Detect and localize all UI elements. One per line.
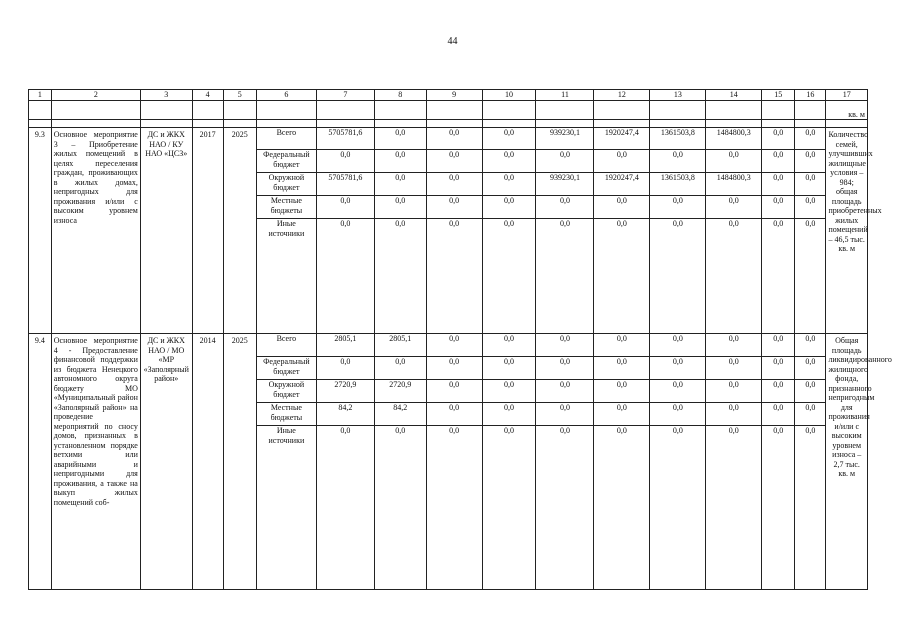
column-header: 4	[192, 90, 223, 101]
value-cell: 0,0	[374, 128, 426, 150]
value-cell: 0,0	[706, 403, 762, 426]
column-header: 7	[316, 90, 374, 101]
value-cell: 0,0	[374, 173, 426, 196]
value-cell: 0,0	[536, 334, 594, 357]
value-cell: 1361503,8	[650, 173, 706, 196]
value-cell: 0,0	[426, 403, 482, 426]
value-cell: 0,0	[426, 128, 482, 150]
value-cell: 0,0	[762, 426, 795, 590]
value-cell: 0,0	[536, 150, 594, 173]
value-cell: 0,0	[762, 173, 795, 196]
value-cell: 0,0	[482, 334, 536, 357]
value-cell: 0,0	[374, 357, 426, 380]
column-header: 15	[762, 90, 795, 101]
value-cell: 0,0	[795, 173, 826, 196]
value-cell: 2720,9	[374, 380, 426, 403]
value-cell: 0,0	[316, 150, 374, 173]
funding-source: Федеральный бюджет	[256, 150, 316, 173]
value-cell: 0,0	[706, 357, 762, 380]
value-cell: 0,0	[594, 403, 650, 426]
value-cell: 0,0	[374, 219, 426, 334]
spacer-cell	[594, 120, 650, 128]
page-number: 44	[447, 36, 458, 47]
empty-cell	[650, 101, 706, 120]
spacer-cell	[140, 120, 192, 128]
value-cell: 0,0	[762, 334, 795, 357]
value-cell: 0,0	[594, 357, 650, 380]
value-cell: 0,0	[762, 380, 795, 403]
value-cell: 0,0	[482, 196, 536, 219]
value-cell: 0,0	[706, 334, 762, 357]
value-cell: 0,0	[426, 173, 482, 196]
empty-cell	[51, 101, 140, 120]
value-cell: 0,0	[650, 426, 706, 590]
value-cell: 0,0	[650, 150, 706, 173]
value-cell: 0,0	[706, 196, 762, 219]
empty-cell	[594, 101, 650, 120]
spacer-cell	[256, 120, 316, 128]
value-cell: 0,0	[762, 219, 795, 334]
value-cell: 0,0	[650, 219, 706, 334]
value-cell: 0,0	[482, 357, 536, 380]
spacer-cell	[223, 120, 256, 128]
carry-over-note: кв. м	[826, 101, 868, 120]
empty-cell	[140, 101, 192, 120]
value-cell: 5705781,6	[316, 173, 374, 196]
value-cell: 0,0	[482, 173, 536, 196]
activity-description: Основное мероприятие 4 - Предоставление финансовой поддержки из бюджета Ненецкого автономного округа бюджету МО «Муниципальный район «Заполярный район» на проведение мероприятий по сносу домов, признанных в установленном порядке ветхими или аварийными и непригодными для проживания, а также на выкуп жилых помещений соб-	[51, 334, 140, 590]
value-cell: 84,2	[374, 403, 426, 426]
value-cell: 0,0	[536, 196, 594, 219]
empty-cell	[223, 101, 256, 120]
value-cell: 0,0	[374, 196, 426, 219]
spacer-cell	[795, 120, 826, 128]
value-cell: 0,0	[650, 403, 706, 426]
executor: ДС и ЖКХ НАО / КУ НАО «ЦСЗ»	[140, 128, 192, 334]
value-cell: 0,0	[650, 334, 706, 357]
value-cell: 2805,1	[374, 334, 426, 357]
value-cell: 0,0	[795, 219, 826, 334]
value-cell: 0,0	[482, 426, 536, 590]
empty-cell	[706, 101, 762, 120]
spacer-cell	[762, 120, 795, 128]
budget-row	[29, 128, 868, 150]
value-cell: 2720,9	[316, 380, 374, 403]
value-cell: 0,0	[594, 196, 650, 219]
column-header: 16	[795, 90, 826, 101]
value-cell: 0,0	[795, 380, 826, 403]
value-cell: 0,0	[650, 196, 706, 219]
value-cell: 0,0	[482, 380, 536, 403]
value-cell: 0,0	[426, 150, 482, 173]
value-cell: 0,0	[795, 196, 826, 219]
value-cell: 0,0	[482, 150, 536, 173]
empty-cell	[374, 101, 426, 120]
value-cell: 0,0	[374, 150, 426, 173]
funding-source: Местные бюджеты	[256, 196, 316, 219]
value-cell: 0,0	[536, 426, 594, 590]
value-cell: 0,0	[795, 334, 826, 357]
column-header: 13	[650, 90, 706, 101]
spacer-cell	[482, 120, 536, 128]
empty-cell	[795, 101, 826, 120]
value-cell: 1920247,4	[594, 173, 650, 196]
row-number: 9.3	[29, 128, 52, 334]
value-cell: 0,0	[762, 128, 795, 150]
column-header: 2	[51, 90, 140, 101]
year-end: 2025	[223, 128, 256, 334]
funding-source: Всего	[256, 128, 316, 150]
value-cell: 84,2	[316, 403, 374, 426]
year-start: 2014	[192, 334, 223, 590]
empty-cell	[482, 101, 536, 120]
value-cell: 0,0	[795, 403, 826, 426]
value-cell: 0,0	[650, 380, 706, 403]
value-cell: 0,0	[316, 196, 374, 219]
value-cell: 0,0	[426, 219, 482, 334]
value-cell: 0,0	[795, 357, 826, 380]
column-header: 6	[256, 90, 316, 101]
executor: ДС и ЖКХ НАО / МО «МР «Заполярный район»	[140, 334, 192, 590]
value-cell: 0,0	[706, 380, 762, 403]
value-cell: 0,0	[762, 196, 795, 219]
spacer-cell	[29, 120, 52, 128]
spacer-cell	[826, 120, 868, 128]
value-cell: 1361503,8	[650, 128, 706, 150]
program-table	[28, 89, 892, 590]
empty-cell	[29, 101, 52, 120]
value-cell: 0,0	[594, 426, 650, 590]
year-end: 2025	[223, 334, 256, 590]
empty-cell	[192, 101, 223, 120]
value-cell: 0,0	[650, 357, 706, 380]
value-cell: 939230,1	[536, 128, 594, 150]
value-cell: 0,0	[426, 380, 482, 403]
spacer-cell	[706, 120, 762, 128]
value-cell: 1920247,4	[594, 128, 650, 150]
funding-source: Окружной бюджет	[256, 173, 316, 196]
value-cell: 0,0	[316, 357, 374, 380]
spacer-row	[29, 120, 868, 128]
value-cell: 0,0	[426, 334, 482, 357]
value-cell: 1484800,3	[706, 173, 762, 196]
value-cell: 0,0	[762, 150, 795, 173]
value-cell: 0,0	[706, 426, 762, 590]
funding-source: Окружной бюджет	[256, 380, 316, 403]
funding-source: Местные бюджеты	[256, 403, 316, 426]
column-header: 14	[706, 90, 762, 101]
carry-over-row	[29, 101, 868, 120]
empty-cell	[426, 101, 482, 120]
value-cell: 0,0	[426, 426, 482, 590]
value-cell: 0,0	[762, 357, 795, 380]
column-header: 10	[482, 90, 536, 101]
funding-source: Федеральный бюджет	[256, 357, 316, 380]
value-cell: 0,0	[482, 219, 536, 334]
column-header: 17	[826, 90, 868, 101]
column-header: 8	[374, 90, 426, 101]
value-cell: 939230,1	[536, 173, 594, 196]
funding-source: Иные источники	[256, 219, 316, 334]
value-cell: 0,0	[795, 128, 826, 150]
year-start: 2017	[192, 128, 223, 334]
budget-row	[29, 334, 868, 357]
spacer-cell	[374, 120, 426, 128]
spacer-cell	[536, 120, 594, 128]
empty-cell	[316, 101, 374, 120]
value-cell: 0,0	[536, 403, 594, 426]
row-number: 9.4	[29, 334, 52, 590]
value-cell: 0,0	[374, 426, 426, 590]
value-cell: 0,0	[482, 403, 536, 426]
value-cell: 0,0	[706, 219, 762, 334]
empty-cell	[536, 101, 594, 120]
empty-cell	[256, 101, 316, 120]
spacer-cell	[316, 120, 374, 128]
expected-result: Количество семей, улучшивших жилищные условия – 984; общая площадь приобретенных жилых помещений – 46,5 тыс. кв. м	[826, 128, 868, 334]
value-cell: 0,0	[536, 219, 594, 334]
spacer-cell	[650, 120, 706, 128]
spacer-cell	[426, 120, 482, 128]
value-cell: 0,0	[482, 128, 536, 150]
value-cell: 0,0	[706, 150, 762, 173]
funding-source: Всего	[256, 334, 316, 357]
column-header: 11	[536, 90, 594, 101]
value-cell: 0,0	[426, 357, 482, 380]
value-cell: 0,0	[594, 219, 650, 334]
header-row	[29, 90, 868, 101]
spacer-cell	[192, 120, 223, 128]
spacer-cell	[51, 120, 140, 128]
value-cell: 0,0	[795, 426, 826, 590]
value-cell: 0,0	[795, 150, 826, 173]
value-cell: 0,0	[594, 380, 650, 403]
value-cell: 1484800,3	[706, 128, 762, 150]
empty-cell	[762, 101, 795, 120]
column-header: 3	[140, 90, 192, 101]
expected-result: Общая площадь ликвидированного жилищного фонда, признанного непригодным для проживания и/или с высоким уровнем износа – 2,7 тыс. кв. м	[826, 334, 868, 590]
value-cell: 5705781,6	[316, 128, 374, 150]
value-cell: 0,0	[316, 219, 374, 334]
column-header: 12	[594, 90, 650, 101]
value-cell: 0,0	[594, 334, 650, 357]
column-header: 1	[29, 90, 52, 101]
column-header: 5	[223, 90, 256, 101]
value-cell: 0,0	[536, 380, 594, 403]
value-cell: 0,0	[594, 150, 650, 173]
funding-source: Иные источники	[256, 426, 316, 590]
activity-description: Основное мероприятие 3 – Приобретение жилых помещений в целях переселения граждан, проживающих в жилых домах, непригодных для проживания и/или с высоким уровнем износа	[51, 128, 140, 334]
value-cell: 2805,1	[316, 334, 374, 357]
value-cell: 0,0	[316, 426, 374, 590]
column-header: 9	[426, 90, 482, 101]
value-cell: 0,0	[426, 196, 482, 219]
value-cell: 0,0	[762, 403, 795, 426]
value-cell: 0,0	[536, 357, 594, 380]
